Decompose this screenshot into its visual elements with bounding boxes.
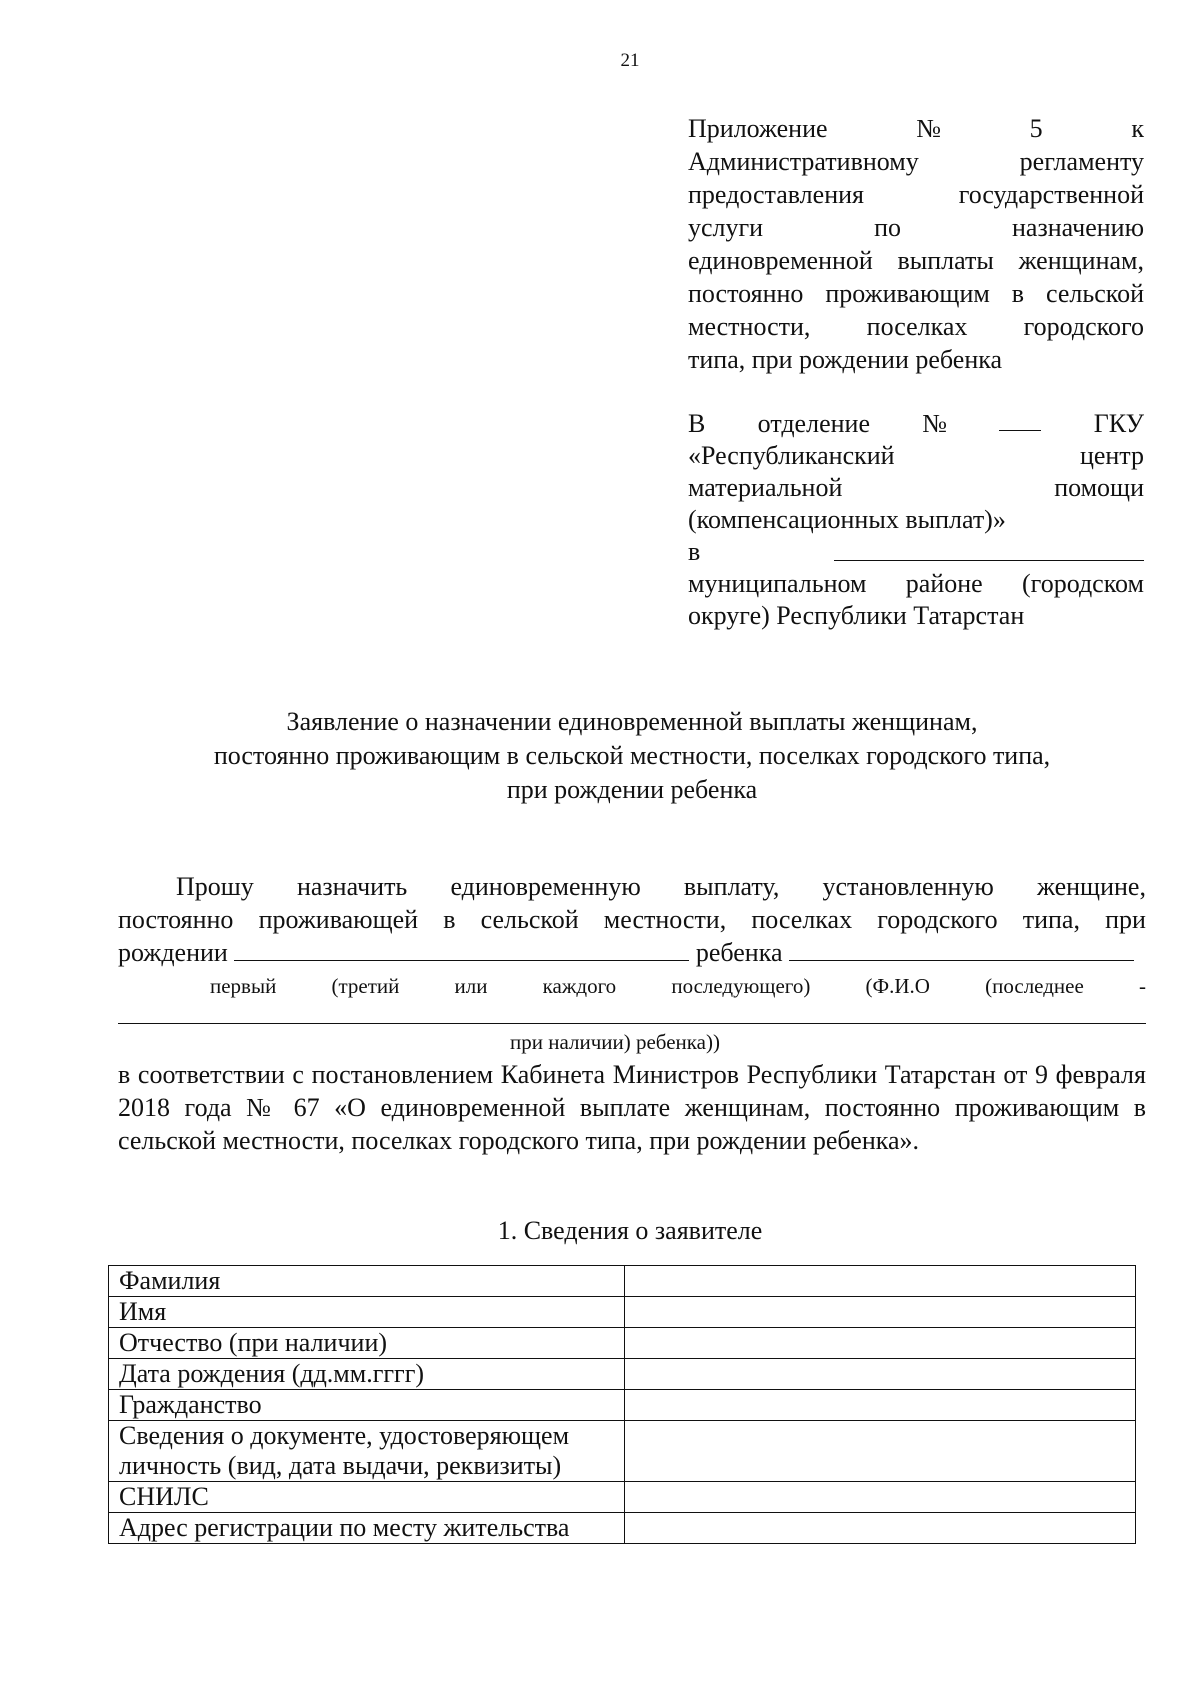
request-line-1 xyxy=(118,870,1146,903)
table-row xyxy=(109,1359,1136,1390)
document-title xyxy=(118,705,1146,807)
dept-word: ГКУ xyxy=(1093,409,1144,438)
dept-line-5 xyxy=(688,536,1144,568)
dept-line-3 xyxy=(688,472,1144,504)
section-1-title: 1. Сведения о заявителе xyxy=(497,1216,763,1245)
appendix-line-2 xyxy=(688,145,1144,178)
fill-hint-line-2: при наличии) ребенка)) xyxy=(510,1030,720,1054)
request-word: городского xyxy=(877,905,998,934)
district-name-blank[interactable] xyxy=(834,536,1144,561)
hint-word: - xyxy=(1138,974,1146,998)
request-word: женщине, xyxy=(1036,872,1146,901)
row-value-cell[interactable] xyxy=(625,1266,1136,1297)
child-name-continuation-blank[interactable] xyxy=(118,1023,1146,1024)
table-row xyxy=(109,1266,1136,1297)
dept-line-7 xyxy=(688,600,1144,632)
request-line-2 xyxy=(118,903,1146,936)
request-word: типа, xyxy=(1022,905,1080,934)
appendix-line-5 xyxy=(688,244,1144,277)
dept-line-6 xyxy=(688,568,1144,600)
appendix-word: по xyxy=(874,213,901,242)
dept-word: (городском xyxy=(1022,569,1144,598)
row-value-cell[interactable] xyxy=(625,1482,1136,1513)
dept-word: помощи xyxy=(1054,473,1144,502)
appendix-word: предоставления xyxy=(688,180,864,209)
appendix-line-3 xyxy=(688,178,1144,211)
child-order-blank[interactable] xyxy=(234,936,689,961)
title-line-2: постоянно проживающим в сельской местности, поселках городского типа, xyxy=(213,741,1051,770)
row-label: Адрес регистрации по месту жительства xyxy=(109,1513,625,1544)
request-word: выплату, xyxy=(683,872,780,901)
dept-line-2 xyxy=(688,440,1144,472)
row-value-cell[interactable] xyxy=(625,1513,1136,1544)
appendix-word: 5 xyxy=(1029,114,1043,143)
dept-line-4 xyxy=(688,504,1144,536)
title-line-3: при рождении ребенка xyxy=(506,775,758,804)
row-value-cell[interactable] xyxy=(625,1328,1136,1359)
appendix-word: единовременной xyxy=(688,246,873,275)
appendix-word: регламенту xyxy=(1019,147,1144,176)
dept-word: «Республиканский xyxy=(688,441,895,470)
appendix-word: государственной xyxy=(958,180,1144,209)
request-word: установленную xyxy=(822,872,994,901)
appendix-line-7 xyxy=(688,310,1144,343)
appendix-word: проживающим xyxy=(825,279,990,308)
dept-word: в xyxy=(688,537,701,566)
request-word: Прошу xyxy=(176,872,254,901)
dept-word: отделение xyxy=(757,409,870,438)
dept-word: муниципальном xyxy=(688,569,867,598)
department-number-blank[interactable] xyxy=(999,408,1041,431)
dept-word: центр xyxy=(1079,441,1144,470)
hint-word: (третий xyxy=(331,974,400,998)
appendix-word: № xyxy=(916,114,942,143)
row-value-cell[interactable] xyxy=(625,1390,1136,1421)
appendix-word: к xyxy=(1131,114,1144,143)
appendix-word: назначению xyxy=(1011,213,1144,242)
row-value-cell[interactable] xyxy=(625,1421,1136,1482)
appendix-word: Приложение xyxy=(688,114,828,143)
dept-word: материальной xyxy=(688,473,843,502)
appendix-line-6 xyxy=(688,277,1144,310)
appendix-word: местности, xyxy=(688,312,811,341)
page-number: 21 xyxy=(620,50,640,71)
appendix-word: постоянно xyxy=(688,279,804,308)
table-row xyxy=(109,1297,1136,1328)
hint-word: каждого xyxy=(542,974,617,998)
row-value-cell[interactable] xyxy=(625,1297,1136,1328)
request-word: при xyxy=(1105,905,1146,934)
row-label: Фамилия xyxy=(109,1266,625,1297)
request-word: ребенка xyxy=(695,938,783,967)
department-block xyxy=(688,408,1144,632)
legal-basis-paragraph: в соответствии с постановлением Кабинета Министров Республики Татарстан от 9 февраля 2018 года № 67 «О единовременной выплате женщинам, постоянно проживающим в сельской местности, поселках городского типа, при рождении ребенка». xyxy=(118,1060,1146,1155)
appendix-word: поселках xyxy=(866,312,968,341)
dept-word: № xyxy=(922,409,948,438)
request-word: местности, xyxy=(603,905,727,934)
request-paragraph xyxy=(118,870,1146,969)
table-row xyxy=(109,1328,1136,1359)
table-row xyxy=(109,1390,1136,1421)
appendix-word: городского xyxy=(1023,312,1144,341)
appendix-line-8 xyxy=(688,343,1144,376)
table-row xyxy=(109,1513,1136,1544)
row-label: Гражданство xyxy=(109,1390,625,1421)
request-word: назначить xyxy=(296,872,408,901)
hint-word: последующего) xyxy=(671,974,811,998)
request-word: постоянно xyxy=(118,905,234,934)
row-value-cell[interactable] xyxy=(625,1359,1136,1390)
request-word: поселках xyxy=(751,905,853,934)
request-word: рождении xyxy=(118,938,228,967)
appendix-word: услуги xyxy=(688,213,764,242)
request-line-3 xyxy=(118,936,1146,969)
hint-word: первый xyxy=(210,974,277,998)
row-label: Имя xyxy=(109,1297,625,1328)
table-row xyxy=(109,1421,1136,1482)
table-row xyxy=(109,1482,1136,1513)
request-word: единовременную xyxy=(450,872,641,901)
request-word: проживающей xyxy=(258,905,419,934)
appendix-word: женщинам, xyxy=(1018,246,1144,275)
appendix-line-1 xyxy=(688,112,1144,145)
dept-word: округе) Республики Татарстан xyxy=(688,601,1025,630)
request-word: сельской xyxy=(480,905,579,934)
title-line-1: Заявление о назначении единовременной выплаты женщинам, xyxy=(286,707,978,736)
appendix-line-4 xyxy=(688,211,1144,244)
hint-word: или xyxy=(454,974,488,998)
row-label: Дата рождения (дд.мм.гггг) xyxy=(109,1359,625,1390)
hint-word: (Ф.И.О xyxy=(865,974,930,998)
appendix-block xyxy=(688,112,1144,376)
appendix-word: типа, при рождении ребенка xyxy=(688,345,1003,374)
child-name-blank[interactable] xyxy=(789,936,1134,961)
dept-word: районе xyxy=(905,569,983,598)
dept-word: В xyxy=(688,409,706,438)
appendix-word: Административному xyxy=(688,147,919,176)
row-label: Отчество (при наличии) xyxy=(109,1328,625,1359)
applicant-info-table xyxy=(108,1265,1136,1544)
row-label: СНИЛС xyxy=(109,1482,625,1513)
appendix-word: в xyxy=(1011,279,1025,308)
row-label: Сведения о документе, удостоверяющем личность (вид, дата выдачи, реквизиты) xyxy=(109,1421,625,1482)
appendix-word: сельской xyxy=(1046,279,1144,308)
request-word: в xyxy=(443,905,456,934)
fill-hint-row xyxy=(210,974,1146,999)
hint-word: (последнее xyxy=(985,974,1084,998)
dept-word: (компенсационных выплат)» xyxy=(688,505,1006,534)
dept-line-1 xyxy=(688,408,1144,440)
appendix-word: выплаты xyxy=(897,246,994,275)
